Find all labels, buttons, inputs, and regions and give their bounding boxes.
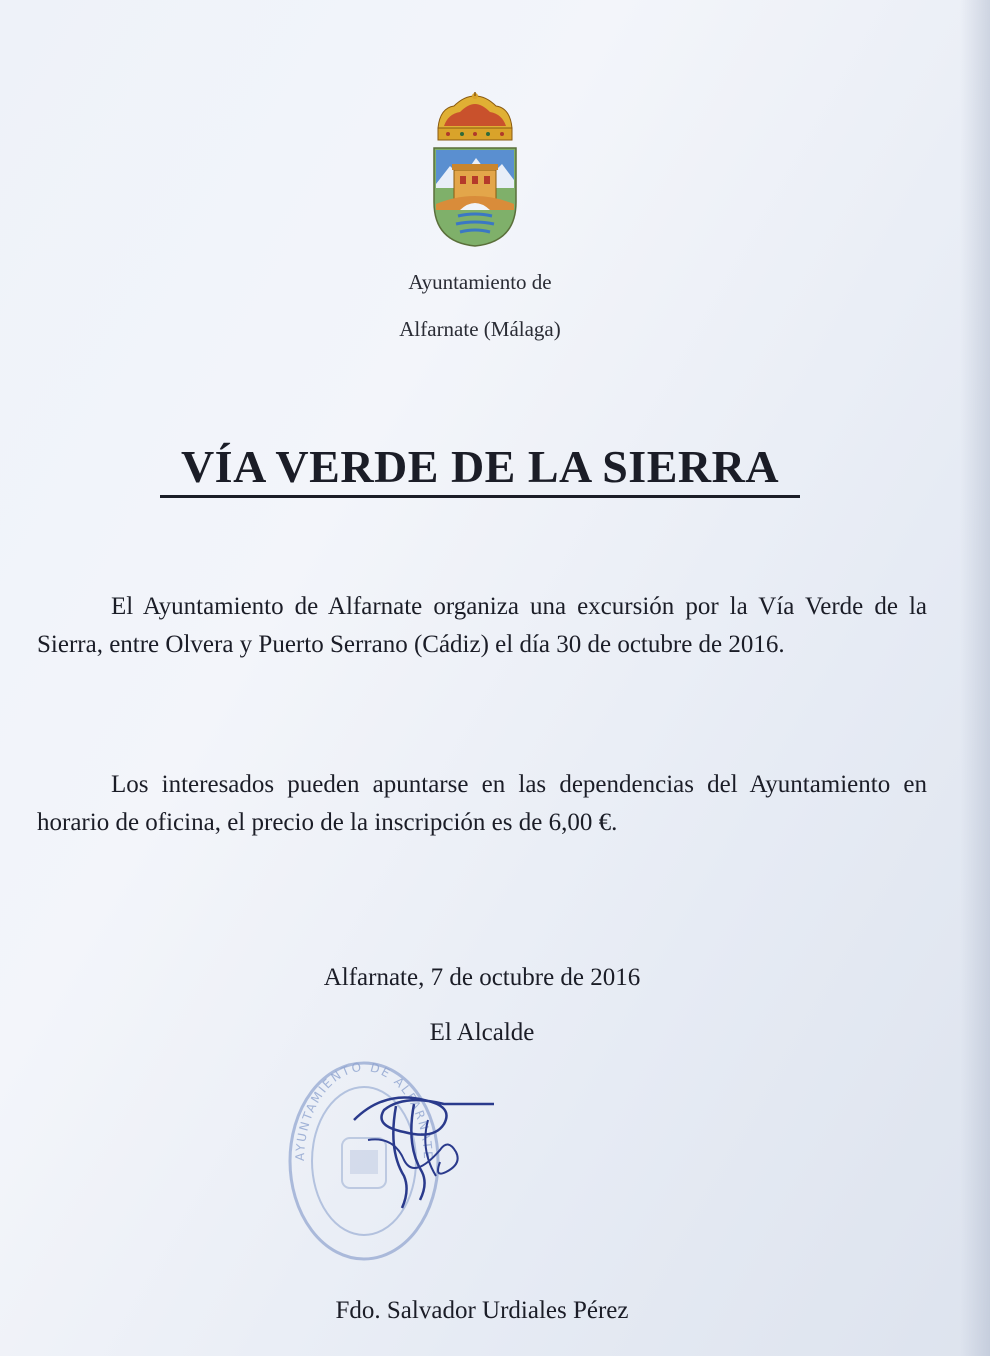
handwritten-signature-icon [344, 1080, 504, 1220]
paper-shadow [960, 0, 990, 1356]
signed-by: Fdo. Salvador Urdiales Pérez [335, 1297, 629, 1324]
notice-title: VÍA VERDE DE LA SIERRA [160, 440, 800, 498]
organization-name-line2: Alfarnate (Málaga) [399, 317, 561, 341]
place-and-date: Alfarnate, 7 de octubre de 2016 [323, 964, 641, 991]
coat-of-arms-icon [430, 92, 520, 248]
organization-name-line1: Ayuntamiento de [408, 270, 552, 294]
notice-paragraph-1: El Ayuntamiento de Alfarnate organiza una excursión por la Vía Verde de la Sierra, entre Olvera y Puerto Serrano (Cádiz) el día 30 de octubre de 2016. [37, 593, 927, 658]
stamp-text: AYUNTAMIENTO DE ALFARNATE [292, 1059, 436, 1162]
notice-paragraph-2: Los interesados pueden apuntarse en las dependencias del Ayuntamiento en horario de oficina, el precio de la inscripción es de 6,00 €. [37, 771, 927, 836]
signer-role: El Alcalde [429, 1019, 535, 1046]
